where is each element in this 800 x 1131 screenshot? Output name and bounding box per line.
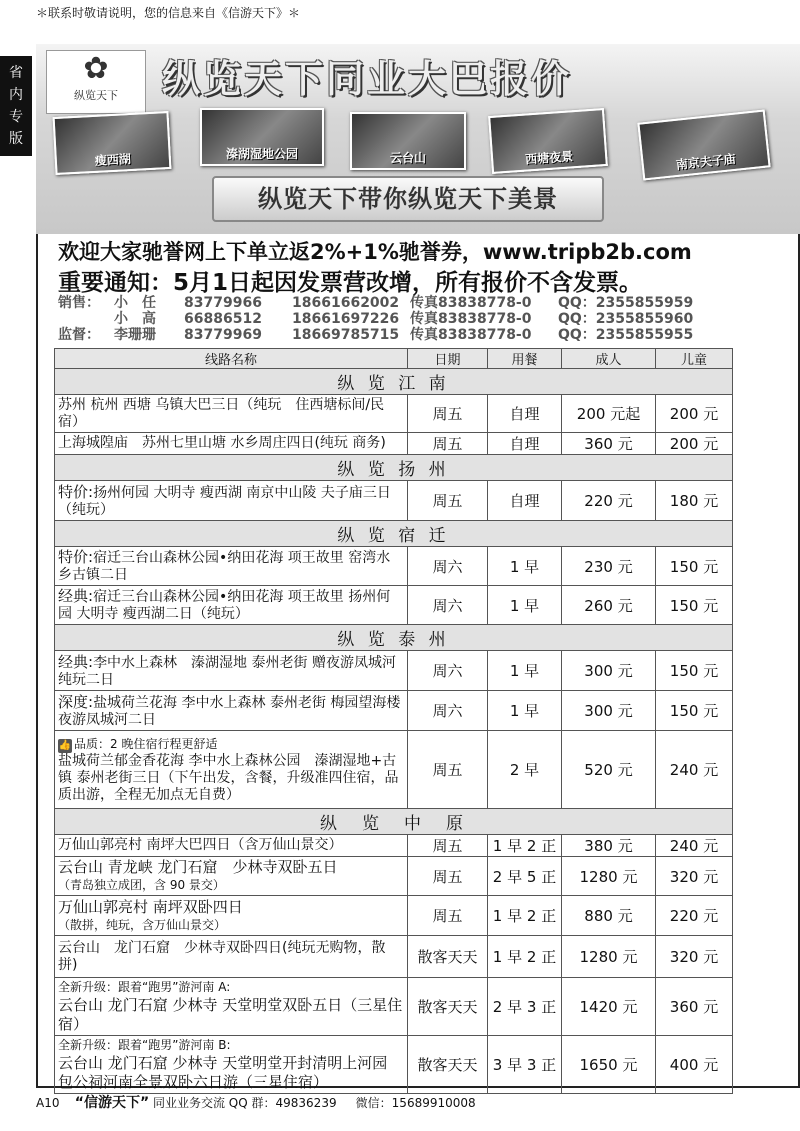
table-row bbox=[55, 547, 733, 586]
route-note-text: 品质：2 晚住宿行程更舒适 bbox=[74, 736, 218, 751]
child-price: 150 元 bbox=[656, 691, 733, 731]
table-row bbox=[55, 978, 733, 1036]
meal-cell: 自理 bbox=[488, 433, 562, 455]
child-price: 240 元 bbox=[656, 835, 733, 857]
route-cell bbox=[55, 731, 408, 809]
section-title: 纵 览 中 原 bbox=[55, 809, 733, 835]
adult-price: 1420 元 bbox=[562, 978, 656, 1036]
adult-price: 220 元 bbox=[562, 481, 656, 521]
thumbs-up-icon: 👍 bbox=[58, 739, 72, 751]
date-cell: 散客天天 bbox=[408, 1036, 488, 1094]
child-price: 150 元 bbox=[656, 547, 733, 586]
route-cell: 上海城隍庙 苏州七里山塘 水乡周庄四日(纯玩 商务) bbox=[55, 433, 408, 455]
route-subtext: （青岛独立成团，含 90 景交） bbox=[58, 878, 225, 892]
route-text: 云台山 龙门石窟 少林寺 天堂明堂双卧五日（三星住宿） bbox=[58, 996, 403, 1033]
side-tab-char: 版 bbox=[9, 131, 23, 147]
date-cell: 周五 bbox=[408, 896, 488, 936]
footer-brand: “信游天下” bbox=[74, 1095, 150, 1111]
photo-strip bbox=[50, 108, 790, 178]
section-title: 纵 览 泰 州 bbox=[55, 625, 733, 651]
route-text: 宿迁三台山森林公园•纳田花海 项王故里 窑湾水乡古镇二日 bbox=[58, 550, 391, 583]
section-title: 纵 览 扬 州 bbox=[55, 455, 733, 481]
contact-phone: 83779966 bbox=[184, 295, 262, 311]
section-title: 纵 览 江 南 bbox=[55, 369, 733, 395]
route-note: 全新升级：跟着“跑男”游河南 B: bbox=[58, 1038, 231, 1052]
meal-cell: 1 早 bbox=[488, 691, 562, 731]
section-row bbox=[55, 625, 733, 651]
flower-icon: ✿ bbox=[83, 51, 109, 86]
date-cell: 周六 bbox=[408, 651, 488, 691]
route-cell bbox=[55, 978, 408, 1036]
header-meal: 用餐 bbox=[488, 349, 562, 369]
route-cell bbox=[55, 547, 408, 586]
meal-cell: 1 早 bbox=[488, 651, 562, 691]
route-text: 扬州何园 大明寺 瘦西湖 南京中山陵 夫子庙三日（纯玩） bbox=[58, 484, 391, 518]
date-cell: 散客天天 bbox=[408, 936, 488, 978]
contact-qq: QQ：2355855955 bbox=[558, 327, 694, 343]
footer bbox=[36, 1092, 476, 1112]
footer-wechat: 微信：15689910008 bbox=[355, 1096, 476, 1110]
route-prefix: 深度: bbox=[58, 692, 94, 711]
date-cell: 周五 bbox=[408, 731, 488, 809]
table-row bbox=[55, 481, 733, 521]
contact-name: 小 任 bbox=[114, 295, 156, 311]
route-cell bbox=[55, 651, 408, 691]
child-price: 240 元 bbox=[656, 731, 733, 809]
photo-thumbnail bbox=[53, 111, 172, 175]
child-price: 320 元 bbox=[656, 857, 733, 896]
adult-price: 1280 元 bbox=[562, 857, 656, 896]
meal-cell: 3 早 3 正 bbox=[488, 1036, 562, 1094]
meal-cell: 1 早 2 正 bbox=[488, 835, 562, 857]
meal-cell: 2 早 3 正 bbox=[488, 978, 562, 1036]
meal-cell: 1 早 bbox=[488, 547, 562, 586]
contact-role: 监督： bbox=[58, 327, 100, 343]
contact-phone: 66886512 bbox=[184, 311, 262, 327]
contact-mobile: 18661697226 bbox=[292, 311, 400, 327]
route-cell: 苏州 杭州 西塘 乌镇大巴三日（纯玩 住西塘标间/民宿） bbox=[55, 395, 408, 433]
photo-thumbnail bbox=[488, 108, 608, 174]
route-cell: 万仙山郭亮村 南坪大巴四日（含万仙山景交） bbox=[55, 835, 408, 857]
header-route: 线路名称 bbox=[55, 349, 408, 369]
table-row bbox=[55, 896, 733, 936]
header-child: 儿童 bbox=[656, 349, 733, 369]
photo-label: 西塘夜景 bbox=[524, 149, 574, 167]
section-title: 纵 览 宿 迁 bbox=[55, 521, 733, 547]
date-cell: 周六 bbox=[408, 691, 488, 731]
page-number: A10 bbox=[36, 1096, 60, 1110]
header-adult: 成人 bbox=[562, 349, 656, 369]
route-text: 盐城荷兰花海 李中水上森林 泰州老街 梅园望海楼 夜游凤城河二日 bbox=[58, 694, 401, 728]
welcome-text: 欢迎大家驰誉网上下单立返2%+1%驰誉券，www.tripb2b.com bbox=[58, 240, 692, 264]
logo-text: 纵览天下 bbox=[74, 89, 118, 102]
date-cell: 散客天天 bbox=[408, 978, 488, 1036]
header-date: 日期 bbox=[408, 349, 488, 369]
photo-thumbnail bbox=[637, 109, 770, 180]
child-price: 360 元 bbox=[656, 978, 733, 1036]
section-row bbox=[55, 521, 733, 547]
route-prefix: 经典: bbox=[58, 587, 94, 605]
footer-qq-group: 同业业务交流 QQ 群：49836239 bbox=[152, 1096, 337, 1110]
child-price: 150 元 bbox=[656, 586, 733, 625]
side-tab-char: 内 bbox=[9, 87, 23, 103]
adult-price: 1650 元 bbox=[562, 1036, 656, 1094]
photo-label: 云台山 bbox=[389, 151, 426, 165]
route-text: 李中水上森林 溱湖湿地 泰州老街 赠夜游凤城河纯玩二日 bbox=[58, 654, 396, 688]
route-cell bbox=[55, 896, 408, 936]
date-cell: 周六 bbox=[408, 547, 488, 586]
route-prefix: 特价: bbox=[58, 548, 94, 566]
child-price: 320 元 bbox=[656, 936, 733, 978]
route-prefix: 特价: bbox=[58, 482, 94, 501]
child-price: 180 元 bbox=[656, 481, 733, 521]
slogan: 纵览天下带你纵览天下美景 bbox=[212, 176, 604, 222]
photo-thumbnail bbox=[350, 112, 466, 170]
logo bbox=[46, 50, 146, 114]
route-prefix: 经典: bbox=[58, 652, 94, 671]
meal-cell: 2 早 bbox=[488, 731, 562, 809]
price-table bbox=[54, 348, 733, 1094]
route-text: 云台山 青龙峡 龙门石窟 少林寺双卧五日 bbox=[58, 858, 338, 876]
child-price: 150 元 bbox=[656, 651, 733, 691]
contact-fax: 传真83838778-0 bbox=[410, 327, 532, 343]
route-cell bbox=[55, 1036, 408, 1094]
contact-role: 销售： bbox=[58, 295, 100, 311]
child-price: 200 元 bbox=[656, 433, 733, 455]
meal-cell: 1 早 2 正 bbox=[488, 936, 562, 978]
table-row bbox=[55, 835, 733, 857]
table-header bbox=[55, 349, 733, 369]
date-cell: 周五 bbox=[408, 835, 488, 857]
side-tab-char: 省 bbox=[9, 65, 23, 81]
child-price: 200 元 bbox=[656, 395, 733, 433]
contact-mobile: 18669785715 bbox=[292, 327, 400, 343]
photo-label: 南京夫子庙 bbox=[675, 151, 737, 173]
route-text: 万仙山郭亮村 南坪双卧四日 bbox=[58, 897, 243, 916]
table-row bbox=[55, 1036, 733, 1094]
table-row bbox=[55, 586, 733, 625]
contact-name: 小 高 bbox=[114, 311, 156, 327]
photo-label: 瘦西湖 bbox=[94, 152, 132, 168]
notice-text: 重要通知：5月1日起因发票营改增，所有报价不含发票。 bbox=[58, 270, 643, 296]
table-row bbox=[55, 857, 733, 896]
contact-qq: QQ：2355855959 bbox=[558, 295, 694, 311]
date-cell: 周五 bbox=[408, 433, 488, 455]
meal-cell: 2 早 5 正 bbox=[488, 857, 562, 896]
child-price: 220 元 bbox=[656, 896, 733, 936]
date-cell: 周五 bbox=[408, 857, 488, 896]
adult-price: 360 元 bbox=[562, 433, 656, 455]
table-row bbox=[55, 395, 733, 433]
adult-price: 1280 元 bbox=[562, 936, 656, 978]
date-cell: 周六 bbox=[408, 586, 488, 625]
adult-price: 260 元 bbox=[562, 586, 656, 625]
contact-name: 李珊珊 bbox=[114, 327, 156, 343]
top-note: ＊联系时敬请说明，您的信息来自《信游天下》＊ bbox=[36, 6, 301, 20]
route-cell: 云台山 龙门石窟 少林寺双卧四日(纯玩无购物，散拼) bbox=[55, 936, 408, 978]
contact-list bbox=[58, 295, 778, 343]
table-row bbox=[55, 651, 733, 691]
contact-phone: 83779969 bbox=[184, 327, 262, 343]
contact-fax: 传真83838778-0 bbox=[410, 311, 532, 327]
route-subtext: （散拼，纯玩，含万仙山景交） bbox=[58, 917, 227, 932]
photo-thumbnail bbox=[200, 108, 324, 166]
contact-row bbox=[58, 327, 778, 343]
adult-price: 300 元 bbox=[562, 651, 656, 691]
meal-cell: 1 早 bbox=[488, 586, 562, 625]
table-row bbox=[55, 433, 733, 455]
table-row bbox=[55, 731, 733, 809]
route-note bbox=[58, 736, 404, 753]
section-row bbox=[55, 455, 733, 481]
table-row bbox=[55, 691, 733, 731]
adult-price: 200 元起 bbox=[562, 395, 656, 433]
route-text: 盐城荷兰郁金香花海 李中水上森林公园 溱湖湿地+古镇 泰州老街三日（下午出发，含餐，升级准四住宿，品质出游，全程无加点无自费） bbox=[58, 752, 399, 803]
adult-price: 520 元 bbox=[562, 731, 656, 809]
meal-cell: 1 早 2 正 bbox=[488, 896, 562, 936]
section-row bbox=[55, 809, 733, 835]
adult-price: 230 元 bbox=[562, 547, 656, 586]
route-cell bbox=[55, 857, 408, 896]
side-tab bbox=[0, 56, 32, 156]
banner-title: 纵览天下同业大巴报价 bbox=[162, 57, 573, 101]
side-tab-char: 专 bbox=[9, 109, 23, 125]
route-note: 全新升级：跟着“跑男”游河南 A: bbox=[58, 980, 231, 994]
table-row bbox=[55, 936, 733, 978]
route-cell bbox=[55, 481, 408, 521]
contact-mobile: 18661662002 bbox=[292, 295, 400, 311]
adult-price: 380 元 bbox=[562, 835, 656, 857]
contact-fax: 传真83838778-0 bbox=[410, 295, 532, 311]
route-cell bbox=[55, 691, 408, 731]
route-text: 云台山 龙门石窟 少林寺 天堂明堂开封清明上河园 包公祠河南全景双卧六日游（三星住宿） bbox=[58, 1054, 388, 1091]
route-cell bbox=[55, 586, 408, 625]
contact-row bbox=[58, 295, 778, 311]
section-row bbox=[55, 369, 733, 395]
contact-row bbox=[58, 311, 778, 327]
contact-qq: QQ：2355855960 bbox=[558, 311, 694, 327]
child-price: 400 元 bbox=[656, 1036, 733, 1094]
banner bbox=[36, 44, 800, 234]
adult-price: 300 元 bbox=[562, 691, 656, 731]
date-cell: 周五 bbox=[408, 395, 488, 433]
meal-cell: 自理 bbox=[488, 395, 562, 433]
route-text: 宿迁三台山森林公园•纳田花海 项王故里 扬州何园 大明寺 瘦西湖二日（纯玩） bbox=[58, 589, 391, 622]
meal-cell: 自理 bbox=[488, 481, 562, 521]
photo-label: 溱湖湿地公园 bbox=[225, 147, 298, 161]
date-cell: 周五 bbox=[408, 481, 488, 521]
adult-price: 880 元 bbox=[562, 896, 656, 936]
